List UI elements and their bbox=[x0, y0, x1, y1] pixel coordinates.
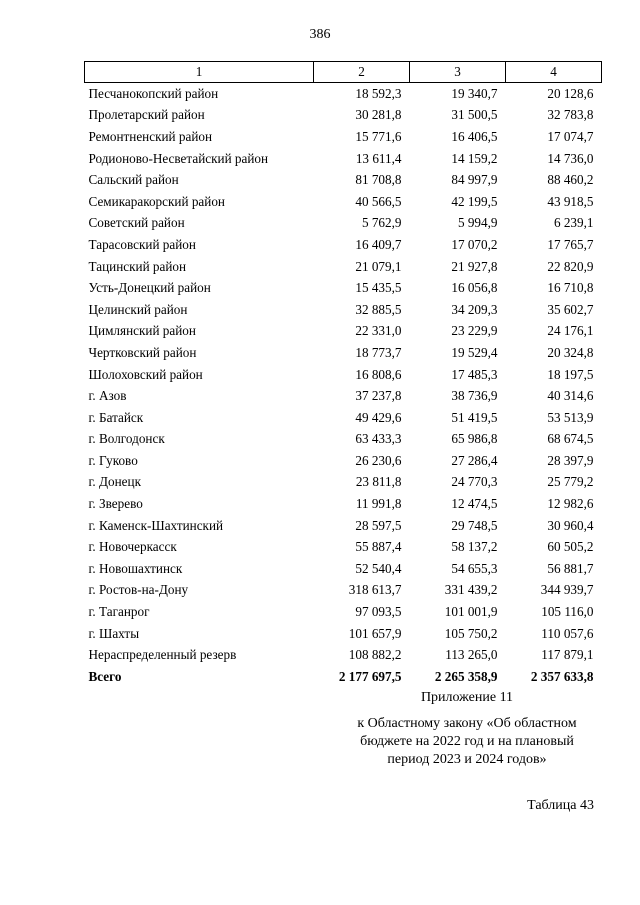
table-row bbox=[85, 429, 602, 451]
row-value: 25 779,2 bbox=[547, 474, 594, 490]
table-row bbox=[85, 558, 602, 580]
row-label: г. Азов bbox=[88, 388, 127, 404]
row-label: г. Шахты bbox=[88, 625, 140, 641]
row-label: Песчанокопский район bbox=[88, 85, 219, 101]
row-value: 331 439,2 bbox=[444, 582, 498, 598]
row-value: 17 485,3 bbox=[451, 366, 498, 382]
row-label: Нераспределенный резерв bbox=[88, 647, 237, 663]
row-value: 27 286,4 bbox=[451, 452, 498, 468]
row-value: 14 736,0 bbox=[547, 150, 594, 166]
table-row bbox=[85, 105, 602, 127]
row-value: 43 918,5 bbox=[547, 193, 594, 209]
row-value: 30 960,4 bbox=[547, 517, 594, 533]
row-value: 21 079,1 bbox=[355, 258, 402, 274]
row-value: 51 419,5 bbox=[451, 409, 498, 425]
table-row bbox=[85, 515, 602, 537]
column-header: 4 bbox=[506, 62, 602, 83]
table-row bbox=[85, 191, 602, 213]
row-value: 20 128,6 bbox=[547, 85, 594, 101]
table-row bbox=[85, 83, 602, 105]
row-label: Цимлянский район bbox=[88, 323, 196, 339]
table-row bbox=[85, 644, 602, 666]
row-value: 16 409,7 bbox=[355, 236, 402, 252]
row-value: 19 529,4 bbox=[451, 344, 498, 360]
table-row bbox=[85, 601, 602, 623]
row-value: 18 773,7 bbox=[355, 344, 402, 360]
row-value: 318 613,7 bbox=[348, 582, 402, 598]
row-label: Родионово-Несветайский район bbox=[88, 150, 269, 166]
table-row bbox=[85, 385, 602, 407]
row-value: 13 611,4 bbox=[355, 150, 402, 166]
table-row bbox=[85, 580, 602, 602]
row-value: 105 116,0 bbox=[541, 604, 594, 620]
row-label: г. Зверево bbox=[88, 496, 143, 512]
row-value: 18 592,3 bbox=[355, 85, 402, 101]
column-header: 1 bbox=[85, 62, 314, 83]
row-value: 31 500,5 bbox=[451, 107, 498, 123]
column-header: 3 bbox=[410, 62, 506, 83]
row-value: 5 762,9 bbox=[361, 215, 402, 231]
column-header: 2 bbox=[314, 62, 410, 83]
row-value: 26 230,6 bbox=[355, 452, 402, 468]
row-label: Советский район bbox=[88, 215, 185, 231]
row-value: 32 783,8 bbox=[547, 107, 594, 123]
row-value: 65 986,8 bbox=[451, 431, 498, 447]
appendix-title: Приложение 11 bbox=[420, 690, 514, 705]
row-value: 68 674,5 bbox=[547, 431, 594, 447]
row-value: 101 001,9 bbox=[444, 604, 498, 620]
row-value: 21 927,8 bbox=[451, 258, 498, 274]
table-row bbox=[85, 234, 602, 256]
row-label: г. Батайск bbox=[88, 409, 144, 425]
row-value: 60 505,2 bbox=[547, 539, 594, 555]
row-value: 6 239,1 bbox=[553, 215, 594, 231]
row-label: г. Таганрог bbox=[88, 604, 150, 620]
table-header-row bbox=[85, 62, 602, 83]
row-value: 17 070,2 bbox=[451, 236, 498, 252]
row-label: Сальский район bbox=[88, 172, 179, 188]
budget-table bbox=[84, 61, 602, 688]
row-value: 12 474,5 bbox=[451, 496, 498, 512]
row-value: 37 237,8 bbox=[355, 388, 402, 404]
row-value: 88 460,2 bbox=[547, 172, 594, 188]
row-value: 53 513,9 bbox=[547, 409, 594, 425]
table-number: Таблица 43 bbox=[527, 798, 594, 813]
table-row bbox=[85, 493, 602, 515]
row-value: 23 229,9 bbox=[451, 323, 498, 339]
table-row bbox=[85, 536, 602, 558]
row-value: 344 939,7 bbox=[540, 582, 594, 598]
table-row bbox=[85, 364, 602, 386]
row-value: 35 602,7 bbox=[547, 301, 594, 317]
row-label: г. Донецк bbox=[88, 474, 141, 490]
row-value: 16 808,6 bbox=[355, 366, 402, 382]
row-value: 22 331,0 bbox=[355, 323, 402, 339]
row-label: г. Гуково bbox=[88, 452, 138, 468]
row-value: 29 748,5 bbox=[451, 517, 498, 533]
row-value: 2 177 697,5 bbox=[338, 668, 402, 684]
row-value: 113 265,0 bbox=[445, 647, 498, 663]
table-row bbox=[85, 450, 602, 472]
row-value: 97 093,5 bbox=[355, 604, 402, 620]
row-value: 15 771,6 bbox=[355, 128, 402, 144]
row-value: 16 710,8 bbox=[547, 280, 594, 296]
row-value: 108 882,2 bbox=[348, 647, 402, 663]
table-row bbox=[85, 277, 602, 299]
row-value: 40 566,5 bbox=[355, 193, 402, 209]
row-value: 30 281,8 bbox=[355, 107, 402, 123]
row-value: 2 357 633,8 bbox=[530, 668, 594, 684]
row-value: 17 074,7 bbox=[547, 128, 594, 144]
row-value: 18 197,5 bbox=[547, 366, 594, 382]
row-value: 117 879,1 bbox=[541, 647, 594, 663]
row-value: 28 597,5 bbox=[355, 517, 402, 533]
row-value: 49 429,6 bbox=[355, 409, 402, 425]
row-value: 5 994,9 bbox=[457, 215, 498, 231]
row-value: 22 820,9 bbox=[547, 258, 594, 274]
row-value: 101 657,9 bbox=[348, 625, 402, 641]
row-label: Всего bbox=[88, 668, 122, 684]
table-row bbox=[85, 299, 602, 321]
row-value: 32 885,5 bbox=[355, 301, 402, 317]
row-value: 40 314,6 bbox=[547, 388, 594, 404]
row-value: 12 982,6 bbox=[547, 496, 594, 512]
row-value: 14 159,2 bbox=[451, 150, 498, 166]
row-value: 17 765,7 bbox=[547, 236, 594, 252]
table-row bbox=[85, 213, 602, 235]
table-row bbox=[85, 169, 602, 191]
table-row bbox=[85, 623, 602, 645]
row-label: г. Волгодонск bbox=[88, 431, 165, 447]
row-value: 81 708,8 bbox=[355, 172, 402, 188]
row-value: 24 770,3 bbox=[451, 474, 498, 490]
table-row bbox=[85, 407, 602, 429]
row-value: 24 176,1 bbox=[547, 323, 594, 339]
row-value: 11 991,8 bbox=[355, 496, 402, 512]
row-label: г. Каменск-Шахтинский bbox=[88, 517, 224, 533]
appendix-line: период 2023 и 2024 годов» bbox=[387, 752, 547, 767]
row-label: Шолоховский район bbox=[88, 366, 203, 382]
row-value: 58 137,2 bbox=[451, 539, 498, 555]
row-label: г. Новочеркасск bbox=[88, 539, 177, 555]
appendix-note bbox=[337, 689, 597, 769]
table-row bbox=[85, 126, 602, 148]
row-value: 54 655,3 bbox=[451, 560, 498, 576]
row-label: Чертковский район bbox=[88, 344, 197, 360]
row-value: 23 811,8 bbox=[355, 474, 402, 490]
row-value: 16 056,8 bbox=[451, 280, 498, 296]
row-value: 56 881,7 bbox=[547, 560, 594, 576]
row-label: Пролетарский район bbox=[88, 107, 205, 123]
row-label: г. Новошахтинск bbox=[88, 560, 183, 576]
table-row bbox=[85, 148, 602, 170]
total-row bbox=[85, 666, 602, 688]
row-label: Ремонтненский район bbox=[88, 128, 213, 144]
row-value: 28 397,9 bbox=[547, 452, 594, 468]
row-value: 63 433,3 bbox=[355, 431, 402, 447]
row-value: 15 435,5 bbox=[355, 280, 402, 296]
table-row bbox=[85, 342, 602, 364]
appendix-line: бюджете на 2022 год и на плановый bbox=[360, 734, 574, 749]
row-value: 2 265 358,9 bbox=[434, 668, 498, 684]
row-value: 84 997,9 bbox=[451, 172, 498, 188]
row-value: 34 209,3 bbox=[451, 301, 498, 317]
appendix-line: к Областному закону «Об областном bbox=[357, 716, 577, 731]
row-value: 105 750,2 bbox=[444, 625, 498, 641]
page-number: 386 bbox=[309, 27, 331, 42]
row-value: 52 540,4 bbox=[355, 560, 402, 576]
row-label: Целинский район bbox=[88, 301, 188, 317]
row-label: г. Ростов-на-Дону bbox=[88, 582, 189, 598]
row-value: 16 406,5 bbox=[451, 128, 498, 144]
row-label: Семикаракорский район bbox=[88, 193, 225, 209]
row-label: Усть-Донецкий район bbox=[88, 280, 211, 296]
row-value: 20 324,8 bbox=[547, 344, 594, 360]
table-row bbox=[85, 256, 602, 278]
row-label: Тарасовский район bbox=[88, 236, 196, 252]
table-row bbox=[85, 472, 602, 494]
row-value: 42 199,5 bbox=[451, 193, 498, 209]
row-value: 55 887,4 bbox=[355, 539, 402, 555]
row-value: 38 736,9 bbox=[451, 388, 498, 404]
row-value: 110 057,6 bbox=[541, 625, 594, 641]
row-label: Тацинский район bbox=[88, 258, 187, 274]
table-row bbox=[85, 321, 602, 343]
table-body bbox=[85, 83, 602, 688]
row-value: 19 340,7 bbox=[451, 85, 498, 101]
